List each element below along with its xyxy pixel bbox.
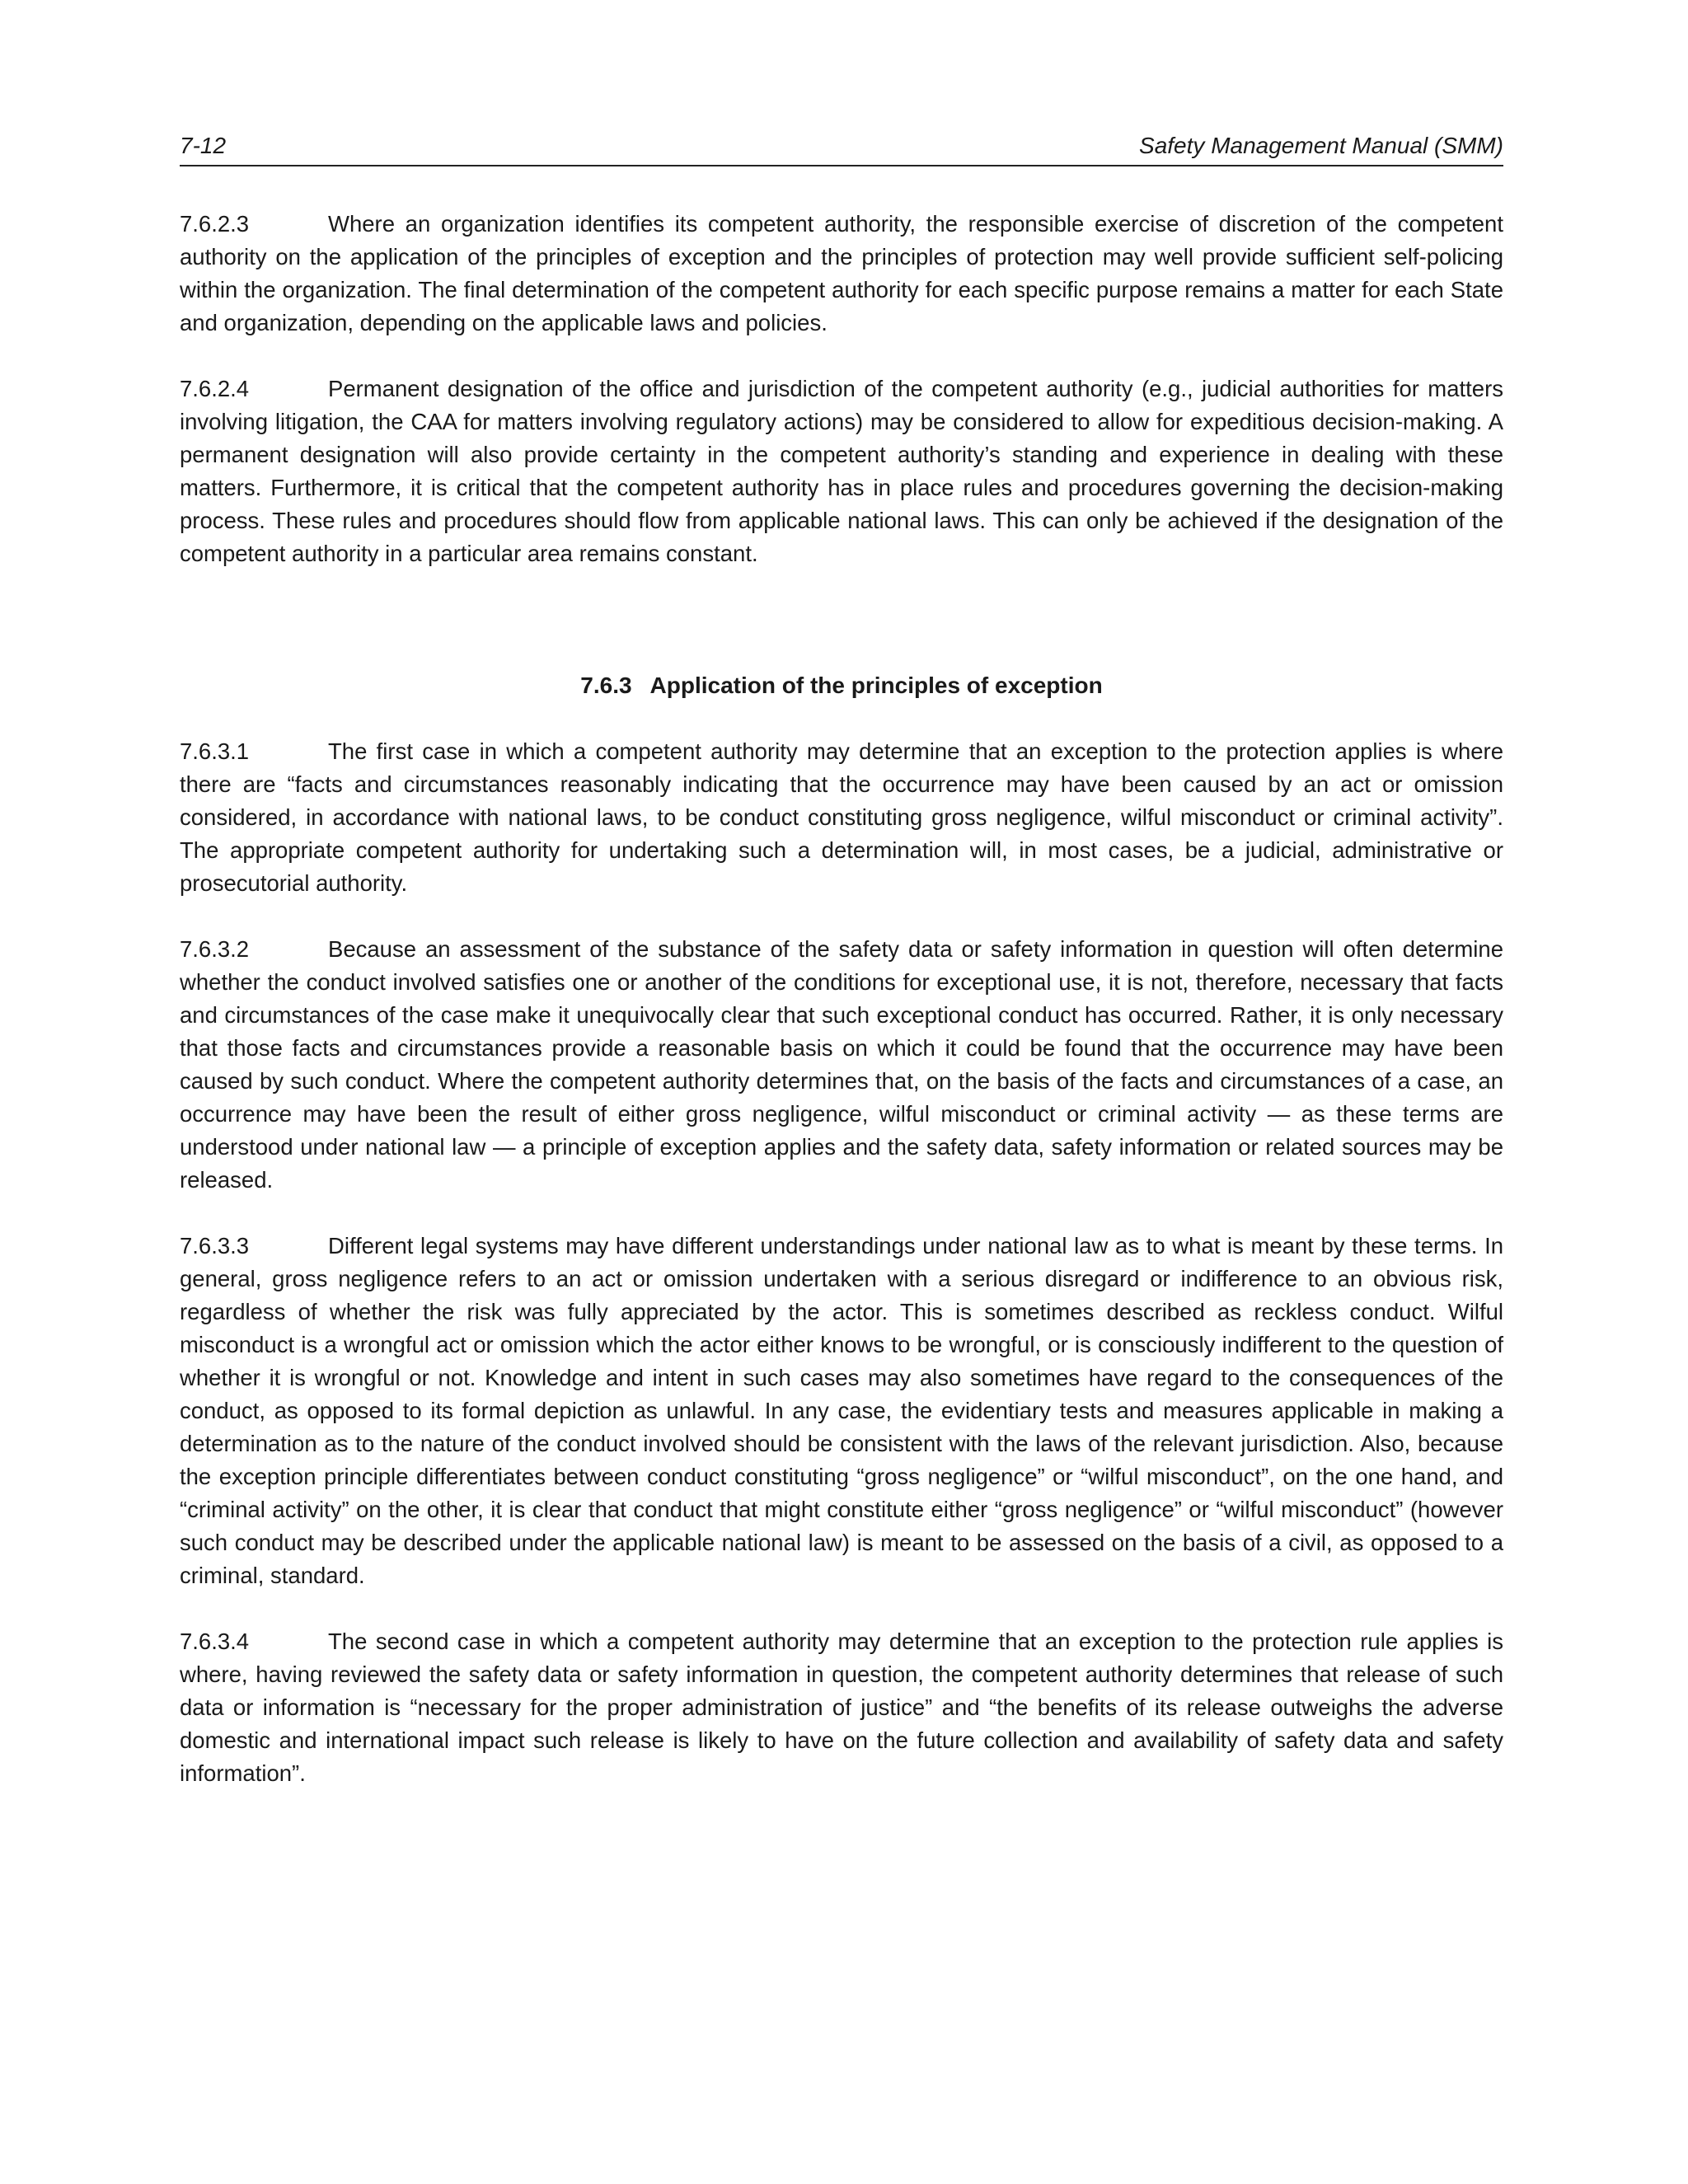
document-page bbox=[180, 132, 1503, 1823]
paragraph-7-6-3-4 bbox=[180, 1625, 1503, 1790]
paragraph-number: 7.6.3.4 bbox=[180, 1629, 250, 1654]
paragraph-number: 7.6.3.3 bbox=[180, 1233, 250, 1258]
paragraph-number: 7.6.2.4 bbox=[180, 376, 250, 401]
manual-title: Safety Management Manual (SMM) bbox=[1139, 133, 1503, 158]
paragraph-7-6-3-2 bbox=[180, 933, 1503, 1197]
page-number: 7-12 bbox=[180, 133, 227, 158]
section-title: Application of the principles of exception bbox=[649, 673, 1103, 698]
paragraph-7-6-2-3 bbox=[180, 208, 1503, 340]
paragraph-text: The first case in which a competent authority may determine that an exception to the protection applies is where there are “facts and circumstances reasonably indicating that the occurrence may have been caused by an act or omission considered, in accordance with national laws, to be conduct constituting gross negligence, wilful misconduct or criminal activity”. The appropriate competent authority for undertaking such a determination will, in most cases, be a judicial, administrative or prosecutorial authority. bbox=[180, 738, 1503, 896]
paragraph-7-6-3-3 bbox=[180, 1230, 1503, 1592]
paragraph-text: Different legal systems may have different understandings under national law as to what is meant by these terms. In general, gross negligence refers to an act or omission undertaken with a serious disregard or indifference to an obvious risk, regardless of whether the risk was fully appreciated by the actor. This is sometimes described as reckless conduct. Wilful misconduct is a wrongful act or omission which the actor either knows to be wrongful, or is consciously indifferent to the question of whether it is wrongful or not. Knowledge and intent in such cases may also sometimes have regard to the consequences of the conduct, as opposed to its formal depiction as unlawful. In any case, the evidentiary tests and measures applicable in making a determination as to the nature of the conduct involved should be consistent with the laws of the relevant jurisdiction. Also, because the exception principle differentiates between conduct constituting “gross negligence” or “wilful misconduct”, on the one hand, and “criminal activity” on the other, it is clear that conduct that might constitute either “gross negligence” or “wilful misconduct” (however such conduct may be described under the applicable national law) is meant to be assessed on the basis of a civil, as opposed to a criminal, standard. bbox=[180, 1233, 1503, 1588]
paragraph-text: Permanent designation of the office and jurisdiction of the competent authority (e.g., judicial authorities for matters involving litigation, the CAA for matters involving regulatory actions) may be considered to allow for expeditious decision-making. A permanent designation will also provide certainty in the competent authority’s standing and experience in dealing with these matters. Furthermore, it is critical that the competent authority has in place rules and procedures governing the decision-making process. These rules and procedures should flow from applicable national laws. This can only be achieved if the designation of the competent authority in a particular area remains constant. bbox=[180, 376, 1503, 566]
paragraph-text: Because an assessment of the substance of the safety data or safety information in question will often determine whether the conduct involved satisfies one or another of the conditions for exceptional use, it is not, therefore, necessary that facts and circumstances of the case make it unequivocally clear that such exceptional conduct has occurred. Rather, it is only necessary that those facts and circumstances provide a reasonable basis on which it could be found that the occurrence may have been caused by such conduct. Where the competent authority determines that, on the basis of the facts and circumstances of a case, an occurrence may have been the result of either gross negligence, wilful misconduct or criminal activity — as these terms are understood under national law — a principle of exception applies and the safety data, safety information or related sources may be released. bbox=[180, 936, 1503, 1193]
running-header bbox=[180, 132, 1503, 166]
paragraph-number: 7.6.3.2 bbox=[180, 936, 250, 962]
paragraph-text: Where an organization identifies its competent authority, the responsible exercise of discretion of the competent authority on the application of the principles of exception and the principles of protection may well provide sufficient self-policing within the organization. The final determination of the competent authority for each specific purpose remains a matter for each State and organization, depending on the applicable laws and policies. bbox=[180, 211, 1503, 335]
paragraph-7-6-2-4 bbox=[180, 373, 1503, 570]
paragraph-7-6-3-1 bbox=[180, 735, 1503, 900]
document-body bbox=[180, 208, 1503, 1790]
paragraph-text: The second case in which a competent authority may determine that an exception to the protection rule applies is where, having reviewed the safety data or safety information in question, the competent authority determines that release of such data or information is “necessary for the proper administration of justice” and “the benefits of its release outweighs the adverse domestic and international impact such release is likely to have on the future collection and availability of safety data and safety information”. bbox=[180, 1629, 1503, 1786]
paragraph-number: 7.6.3.1 bbox=[180, 738, 250, 764]
section-heading bbox=[180, 669, 1503, 702]
section-number: 7.6.3 bbox=[580, 673, 632, 698]
paragraph-number: 7.6.2.3 bbox=[180, 211, 250, 237]
